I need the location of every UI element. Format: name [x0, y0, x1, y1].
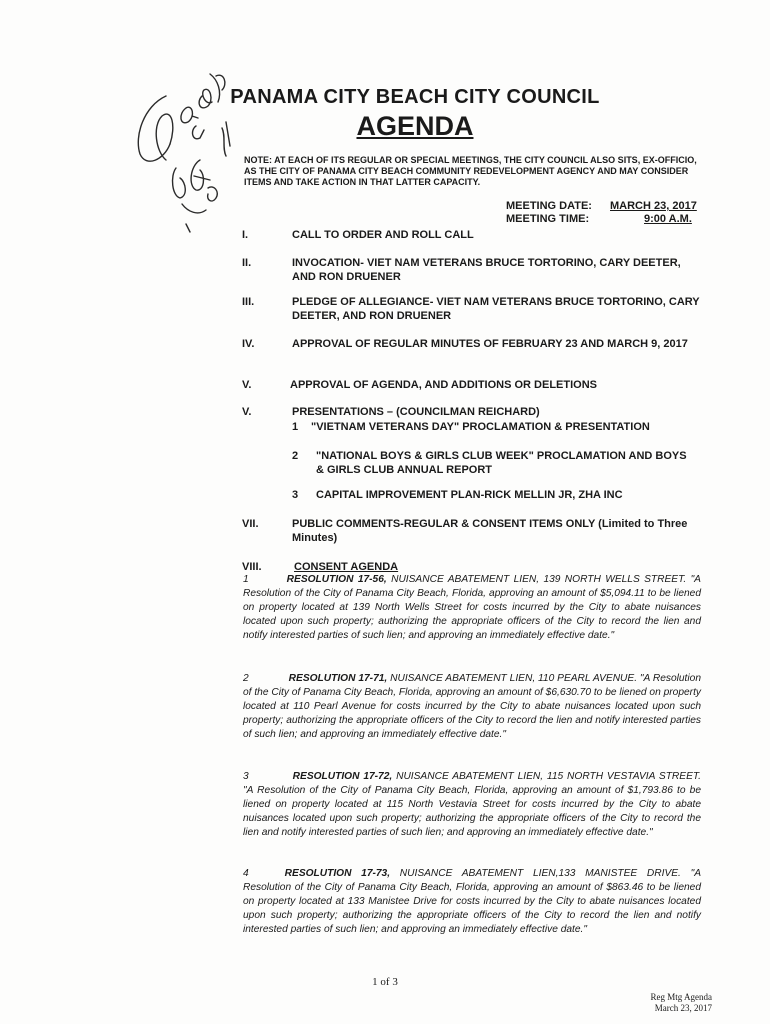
subitem-capital-improvement: CAPITAL IMPROVEMENT PLAN-RICK MELLIN JR, ZHA INC: [316, 489, 623, 501]
resolution-number: 1: [243, 574, 249, 585]
subitem-number: 2: [292, 450, 299, 462]
subitem-number: 1: [292, 421, 299, 433]
agenda-item-pledge: PLEDGE OF ALLEGIANCE- VIET NAM VETERANS BRUCE TORTORINO, CARY DEETER, AND RON DRUENER: [292, 296, 700, 322]
cra-note: NOTE: AT EACH OF ITS REGULAR OR SPECIAL MEETINGS, THE CITY COUNCIL ALSO SITS, EX-OFFICIO, AS THE CITY OF PANAMA CITY BEACH COMMUNITY REDEVELOPMENT AGENCY AND MAY CONSIDER ITEMS AND TAKE ACTION IN THAT LATTER CAPACITY.: [244, 155, 697, 187]
handwritten-signature: [126, 56, 236, 236]
item-number: VIII.: [242, 561, 262, 573]
corner-label-date: March 23, 2017: [654, 1003, 712, 1013]
resolution-body: NUISANCE ABATEMENT LIEN, 115 NORTH VESTAVIA STREET. "A Resolution of the City of Panama City Beach, Florida, approving an amount of $1,793.86 to be liened on property located at 115 North Vestavia Street for costs incurred by the City to abate nuisances located upon such property; authorizing the appropriate officers of the City to record the lien and notify interested parties of such lien; and approving an immediately effective date.": [243, 771, 701, 838]
item-number: II.: [242, 257, 252, 269]
resolution-item: [243, 573, 701, 643]
agenda-item-presentations: PRESENTATIONS – (COUNCILMAN REICHARD): [292, 406, 540, 418]
subitem-boys-girls-club: "NATIONAL BOYS & GIRLS CLUB WEEK" PROCLAMATION AND BOYS & GIRLS CLUB ANNUAL REPORT: [316, 450, 687, 476]
corner-label-line: Reg Mtg Agenda: [650, 992, 712, 1002]
meeting-date-label: MEETING DATE:: [506, 200, 592, 212]
item-number: I.: [242, 229, 249, 241]
resolution-title: RESOLUTION 17-73,: [284, 868, 391, 879]
agenda-item-call-to-order: CALL TO ORDER AND ROLL CALL: [292, 229, 474, 241]
corner-label: [651, 992, 713, 1014]
meeting-date-value: MARCH 23, 2017: [610, 200, 697, 212]
item-number: V.: [242, 379, 252, 391]
resolution-title: RESOLUTION 17-56,: [286, 574, 387, 585]
resolution-number: 3: [243, 771, 249, 782]
page-number: 1 of 3: [372, 976, 398, 988]
resolution-body: NUISANCE ABATEMENT LIEN, 139 NORTH WELLS STREET. "A Resolution of the City of Panama City Beach, Florida, approving an amount of $5,094.11 to be liened on property located at 139 North Wells Street for costs incurred by the City to abate nuisances located upon such property; authorizing the appropriate officers of the City to record the lien and notify interested parties of such lien; and approving an immediately effective date.": [243, 574, 701, 641]
agenda-heading: AGENDA: [356, 111, 474, 141]
consent-agenda-heading: CONSENT AGENDA: [294, 561, 399, 573]
item-number: V.: [242, 406, 252, 418]
agenda-item-approval: APPROVAL OF AGENDA, AND ADDITIONS OR DELETIONS: [290, 379, 597, 391]
subitem-vietnam-veterans: "VIETNAM VETERANS DAY" PROCLAMATION & PRESENTATION: [311, 421, 650, 433]
resolution-title: RESOLUTION 17-72,: [292, 771, 393, 782]
resolution-item: [243, 672, 701, 742]
council-title: PANAMA CITY BEACH CITY COUNCIL: [230, 86, 600, 108]
resolution-item: [243, 867, 701, 937]
resolution-number: 2: [243, 673, 249, 684]
subitem-number: 3: [292, 489, 299, 501]
agenda-item-invocation: INVOCATION- VIET NAM VETERANS BRUCE TORTORINO, CARY DEETER, AND RON DRUENER: [292, 257, 681, 283]
resolution-body: NUISANCE ABATEMENT LIEN, 110 PEARL AVENUE. "A Resolution of the City of Panama City Beach, Florida, approving an amount of $6,630.70 to be liened on property located at 110 Pearl Avenue for costs incurred by the City to abate nuisances located upon such property; authorizing the appropriate officers of the City to record the lien and notify interested parties of such lien; and approving an immediately effective date.": [243, 673, 701, 740]
item-number: III.: [242, 296, 255, 308]
resolution-item: [243, 770, 701, 840]
item-number: IV.: [242, 338, 255, 350]
resolution-body: NUISANCE ABATEMENT LIEN,133 MANISTEE DRIVE. "A Resolution of the City of Panama City Beach, Florida, approving an amount of $863.46 to be liened on property located at 133 Manistee Drive for costs incurred by the City to abate nuisances located upon such property; authorizing the appropriate officers of the City to record the lien and notify interested parties of such lien; and approving an immediately effective date.": [243, 868, 701, 935]
agenda-item-public-comments: PUBLIC COMMENTS-REGULAR & CONSENT ITEMS ONLY (Limited to Three Minutes): [292, 518, 688, 544]
agenda-item-minutes: APPROVAL OF REGULAR MINUTES OF FEBRUARY 23 AND MARCH 9, 2017: [292, 338, 688, 350]
meeting-time-value: 9:00 A.M.: [644, 213, 692, 225]
item-number: VII.: [242, 518, 259, 530]
resolution-title: RESOLUTION 17-71,: [288, 673, 388, 684]
resolution-number: 4: [243, 868, 249, 879]
meeting-time-label: MEETING TIME:: [506, 213, 590, 225]
